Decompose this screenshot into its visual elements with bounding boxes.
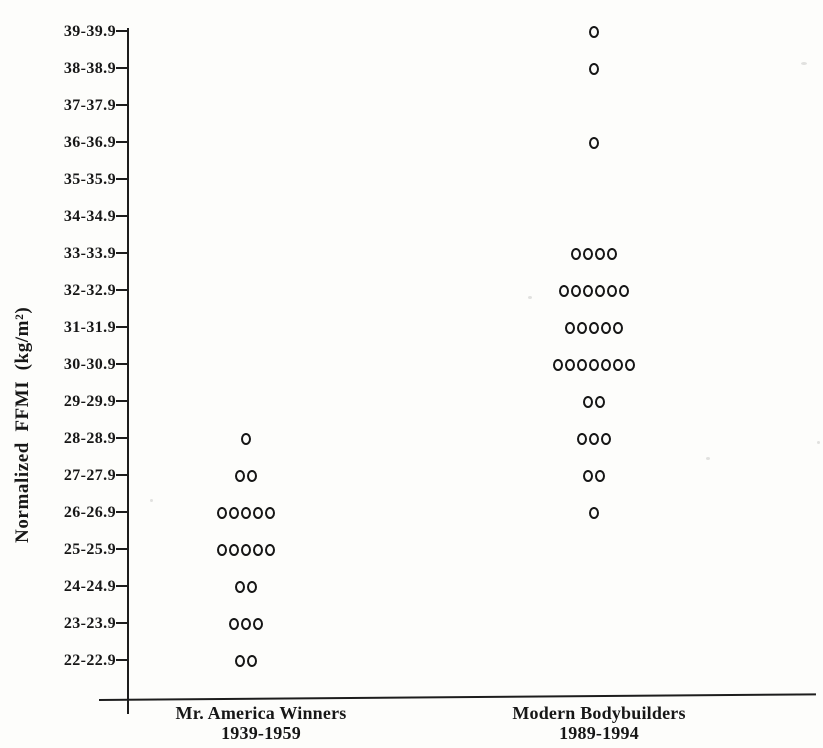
dot-group [160, 457, 332, 494]
category-row [0, 161, 823, 198]
data-point-circle-icon [607, 285, 617, 297]
category-row [0, 198, 823, 235]
y-tick-mark [116, 252, 129, 254]
scan-speckle [528, 296, 532, 299]
category-row [0, 383, 823, 420]
data-point-circle-icon [571, 248, 581, 260]
y-tick-mark [116, 326, 129, 328]
y-tick-mark [116, 104, 129, 106]
data-point-circle-icon [595, 248, 605, 260]
data-point-circle-icon [577, 359, 587, 371]
y-tick-label: 24-24.9 [63, 577, 116, 595]
data-point-circle-icon [265, 544, 275, 556]
y-tick-mark [116, 585, 129, 587]
data-point-circle-icon [583, 396, 593, 408]
scan-speckle [706, 457, 710, 460]
data-point-circle-icon [589, 322, 599, 334]
data-point-circle-icon [577, 433, 587, 445]
data-point-circle-icon [571, 285, 581, 297]
y-tick-mark [116, 622, 129, 624]
dot-group [506, 50, 682, 87]
category-row [0, 235, 823, 272]
data-point-circle-icon [229, 507, 239, 519]
dot-group [506, 494, 682, 531]
dot-group [506, 272, 682, 309]
data-point-circle-icon [595, 396, 605, 408]
y-tick-label: 33-33.9 [63, 244, 116, 262]
data-point-circle-icon [601, 322, 611, 334]
dot-group [506, 13, 682, 50]
y-tick-mark [116, 363, 129, 365]
y-tick-mark [116, 215, 129, 217]
y-tick-label: 38-38.9 [63, 59, 116, 77]
y-tick-label: 39-39.9 [63, 22, 116, 40]
y-tick-label: 27-27.9 [63, 466, 116, 484]
y-tick-label: 25-25.9 [63, 540, 116, 558]
y-tick-mark [116, 659, 129, 661]
x-axis-label-group-2 [484, 703, 714, 743]
data-point-circle-icon [553, 359, 563, 371]
category-row [0, 272, 823, 309]
group-1-years: 1939-1959 [221, 723, 301, 743]
category-row [0, 309, 823, 346]
data-point-circle-icon [559, 285, 569, 297]
y-tick-label: 29-29.9 [63, 392, 116, 410]
dot-group [506, 309, 682, 346]
data-point-circle-icon [265, 507, 275, 519]
y-tick-label: 37-37.9 [63, 96, 116, 114]
group-2-years: 1989-1994 [559, 723, 639, 743]
data-point-circle-icon [595, 470, 605, 482]
y-tick-label: 32-32.9 [63, 281, 116, 299]
y-tick-mark [116, 67, 129, 69]
data-point-circle-icon [229, 544, 239, 556]
y-tick-label: 34-34.9 [63, 207, 116, 225]
y-tick-label: 35-35.9 [63, 170, 116, 188]
data-point-circle-icon [583, 285, 593, 297]
y-tick-mark [116, 474, 129, 476]
data-point-circle-icon [601, 433, 611, 445]
scan-speckle [801, 62, 807, 65]
dot-group [506, 346, 682, 383]
dot-group [506, 235, 682, 272]
data-point-circle-icon [241, 507, 251, 519]
dot-group [160, 568, 332, 605]
dot-group [160, 531, 332, 568]
dot-group [160, 605, 332, 642]
data-point-circle-icon [589, 63, 599, 75]
category-row [0, 50, 823, 87]
y-tick-mark [116, 30, 129, 32]
data-point-circle-icon [247, 581, 257, 593]
data-point-circle-icon [613, 359, 623, 371]
group-1-name: Mr. America Winners [175, 703, 347, 723]
y-tick-label: 36-36.9 [63, 133, 116, 151]
y-tick-mark [116, 178, 129, 180]
y-tick-mark [116, 511, 129, 513]
y-tick-mark [116, 141, 129, 143]
data-point-circle-icon [589, 26, 599, 38]
data-point-circle-icon [247, 470, 257, 482]
data-point-circle-icon [253, 618, 263, 630]
y-tick-label: 26-26.9 [63, 503, 116, 521]
group-2-name: Modern Bodybuilders [512, 703, 686, 723]
data-point-circle-icon [217, 507, 227, 519]
data-point-circle-icon [565, 322, 575, 334]
data-point-circle-icon [589, 137, 599, 149]
data-point-circle-icon [607, 248, 617, 260]
y-tick-label: 31-31.9 [63, 318, 116, 336]
dot-group [506, 383, 682, 420]
data-point-circle-icon [619, 285, 629, 297]
data-point-circle-icon [235, 655, 245, 667]
data-point-circle-icon [235, 581, 245, 593]
category-row [0, 13, 823, 50]
category-row [0, 420, 823, 457]
data-point-circle-icon [577, 322, 587, 334]
data-point-circle-icon [589, 507, 599, 519]
data-point-circle-icon [589, 359, 599, 371]
category-row [0, 457, 823, 494]
data-point-circle-icon [595, 285, 605, 297]
dot-group [160, 642, 332, 679]
y-tick-label: 23-23.9 [63, 614, 116, 632]
dot-group [160, 494, 332, 531]
data-point-circle-icon [241, 544, 251, 556]
scan-speckle [817, 441, 820, 444]
data-point-circle-icon [601, 359, 611, 371]
data-point-circle-icon [229, 618, 239, 630]
x-axis-label-group-1 [146, 703, 376, 743]
y-tick-label: 22-22.9 [63, 651, 116, 669]
dot-group [160, 420, 332, 457]
data-point-circle-icon [583, 248, 593, 260]
data-point-circle-icon [241, 433, 251, 445]
y-tick-mark [116, 289, 129, 291]
data-point-circle-icon [625, 359, 635, 371]
y-tick-mark [116, 400, 129, 402]
data-point-circle-icon [253, 544, 263, 556]
category-row [0, 124, 823, 161]
y-tick-mark [116, 548, 129, 550]
scan-speckle [150, 499, 153, 502]
y-tick-mark [116, 437, 129, 439]
data-point-circle-icon [247, 655, 257, 667]
category-row [0, 568, 823, 605]
y-tick-label: 30-30.9 [63, 355, 116, 373]
data-point-circle-icon [583, 470, 593, 482]
dot-group [506, 457, 682, 494]
category-row [0, 346, 823, 383]
data-point-circle-icon [589, 433, 599, 445]
y-axis-title: Normalized FFMI (kg/m²) [12, 306, 33, 543]
category-row [0, 531, 823, 568]
category-row [0, 605, 823, 642]
category-row [0, 642, 823, 679]
data-point-circle-icon [235, 470, 245, 482]
dot-group [506, 420, 682, 457]
category-row [0, 494, 823, 531]
data-point-circle-icon [241, 618, 251, 630]
data-point-circle-icon [613, 322, 623, 334]
data-point-circle-icon [565, 359, 575, 371]
y-tick-label: 28-28.9 [63, 429, 116, 447]
data-point-circle-icon [253, 507, 263, 519]
category-row [0, 87, 823, 124]
data-point-circle-icon [217, 544, 227, 556]
dot-group [506, 124, 682, 161]
